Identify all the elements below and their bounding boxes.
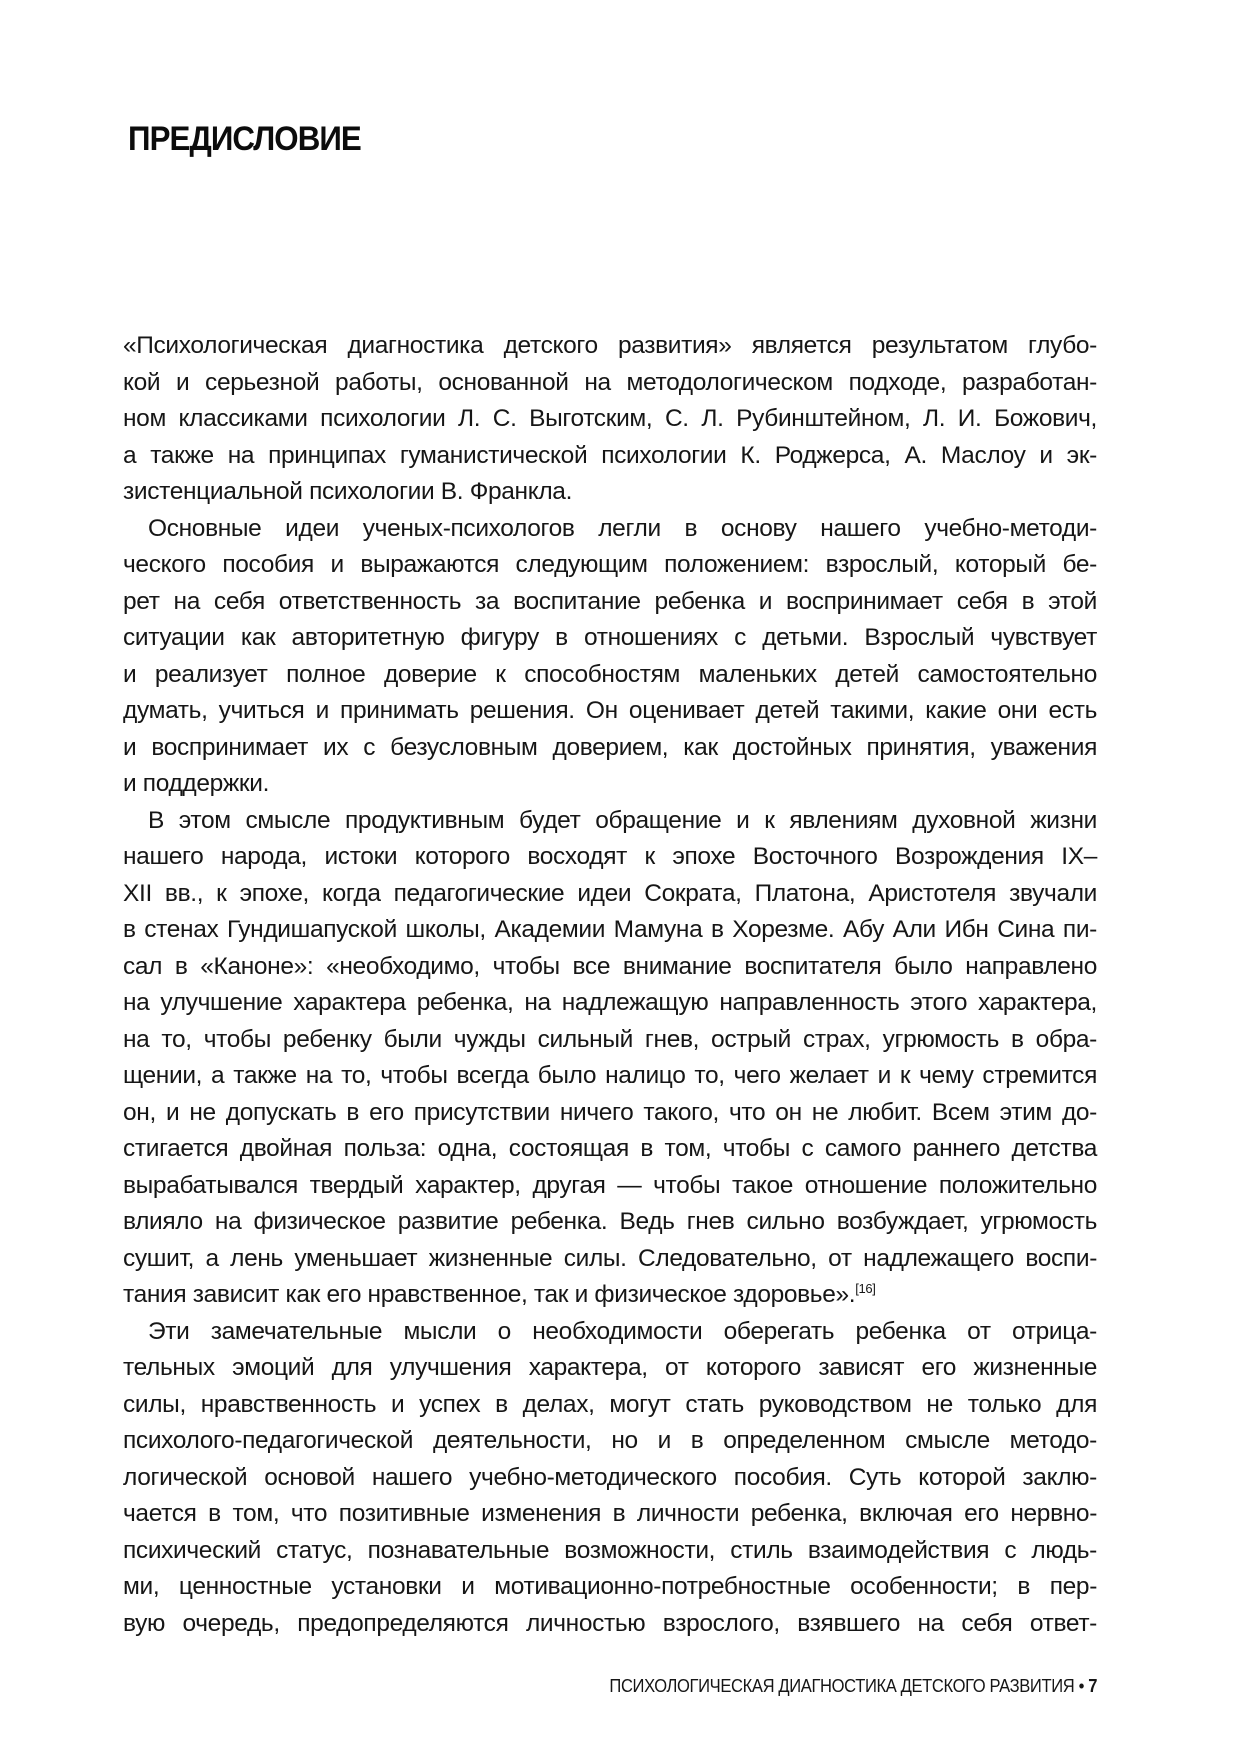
text-line: на улучшение характера ребенка, на надлежащую направленность этого характера, [123, 989, 1097, 1016]
text-line: и воспринимает их с безусловным доверием, как достойных принятия, уважения [123, 733, 1097, 761]
text-line: сал в «Каноне»: «необходимо, чтобы все внимание воспитателя было направлено [123, 952, 1097, 980]
text-line: ном классиками психологии Л. С. Выготским, С. Л. Рубинштейном, Л. И. Божович, [123, 405, 1097, 432]
text-line: ми, ценностные установки и мотивационно-потребностные особенности; в пер- [123, 1573, 1097, 1600]
paragraph [123, 803, 1097, 1314]
text-line: логической основой нашего учебно-методического пособия. Суть которой заклю- [123, 1463, 1097, 1491]
text-line: психический статус, познавательные возможности, стиль взаимодействия с людь- [123, 1536, 1097, 1564]
text-line: кой и серьезной работы, основанной на методологическом подходе, разработан- [123, 368, 1097, 396]
text-line-content: тания зависит как его нравственное, так и физическое здоровье». [123, 1281, 856, 1308]
paragraph [123, 511, 1097, 803]
text-line: сушит, а лень уменьшает жизненные силы. Следовательно, от надлежащего воспи- [123, 1244, 1097, 1272]
text-line: влияло на физическое развитие ребенка. Ведь гнев сильно возбуждает, угрюмость [123, 1208, 1097, 1235]
text-line: Основные идеи ученых-психологов легли в основу нашего учебно-методи- [148, 514, 1097, 542]
text-line: и поддержки. [123, 770, 270, 797]
text-line: а также на принципах гуманистической психологии К. Роджерса, А. Маслоу и эк- [123, 441, 1097, 469]
text-line: ситуации как авторитетную фигуру в отношениях с детьми. Взрослый чувствует [123, 624, 1097, 651]
running-title: ПСИХОЛОГИЧЕСКАЯ ДИАГНОСТИКА ДЕТСКОГО РАЗВИТИЯ [609, 1676, 1075, 1696]
text-line: и реализует полное доверие к способностям маленьких детей самостоятельно [123, 660, 1097, 688]
text-line: ческого пособия и выражаются следующим положением: взрослый, который бе- [123, 551, 1097, 578]
paragraph [123, 328, 1097, 511]
text-line: «Психологическая диагностика детского развития» является результатом глубо- [123, 332, 1097, 359]
page-number: 7 [1088, 1676, 1097, 1696]
text-line: XII вв., к эпохе, когда педагогические идеи Сократа, Платона, Аристотеля звучали [123, 879, 1097, 907]
text-line: нашего народа, истоки которого восходят к эпохе Восточного Возрождения IX– [123, 843, 1097, 870]
text-line [123, 1277, 1097, 1314]
text-line: чается в том, что позитивные изменения в личности ребенка, включая его нервно- [123, 1500, 1097, 1527]
text-line: думать, учиться и принимать решения. Он оценивает детей такими, какие они есть [123, 697, 1097, 724]
text-line: зистенциальной психологии В. Франкла. [123, 478, 573, 505]
text-line: щении, а также на то, чтобы всегда было налицо то, чего желает и к чему стремится [123, 1062, 1097, 1089]
text-line: вую очередь, предопределяются личностью взрослого, взявшего на себя ответ- [123, 1609, 1097, 1637]
text-line: в стенах Гундишапуской школы, Академии Мамуна в Хорезме. Абу Али Ибн Сина пи- [123, 916, 1097, 943]
text-line: рет на себя ответственность за воспитание ребенка и воспринимает себя в этой [123, 587, 1097, 615]
text-line: тельных эмоций для улучшения характера, от которого зависят его жизненные [123, 1354, 1097, 1381]
footnote-reference: [16] [855, 1280, 876, 1296]
page-footer [609, 1676, 1097, 1697]
text-line: силы, нравственность и успех в делах, могут стать руководством не только для [123, 1390, 1097, 1418]
text-line: он, и не допускать в его присутствии ничего такого, что он не любит. Всем этим до- [123, 1098, 1097, 1126]
body-text [123, 328, 1097, 1642]
text-line: В этом смысле продуктивным будет обращение и к явлениям духовной жизни [148, 806, 1097, 834]
footer-separator: • [1078, 1676, 1084, 1696]
chapter-title: ПРЕДИСЛОВИЕ [128, 120, 361, 158]
text-line: вырабатывался твердый характер, другая — чтобы такое отношение положительно [123, 1171, 1097, 1199]
text-line: психолого-педагогической деятельности, но и в определенном смысле методо- [123, 1427, 1097, 1454]
text-line: стигается двойная польза: одна, состоящая в том, чтобы с самого раннего детства [123, 1135, 1097, 1162]
text-line: на то, чтобы ребенку были чужды сильный гнев, острый страх, угрюмость в обра- [123, 1025, 1097, 1053]
paragraph [123, 1314, 1097, 1643]
text-line: Эти замечательные мысли о необходимости оберегать ребенка от отрица- [148, 1317, 1097, 1345]
